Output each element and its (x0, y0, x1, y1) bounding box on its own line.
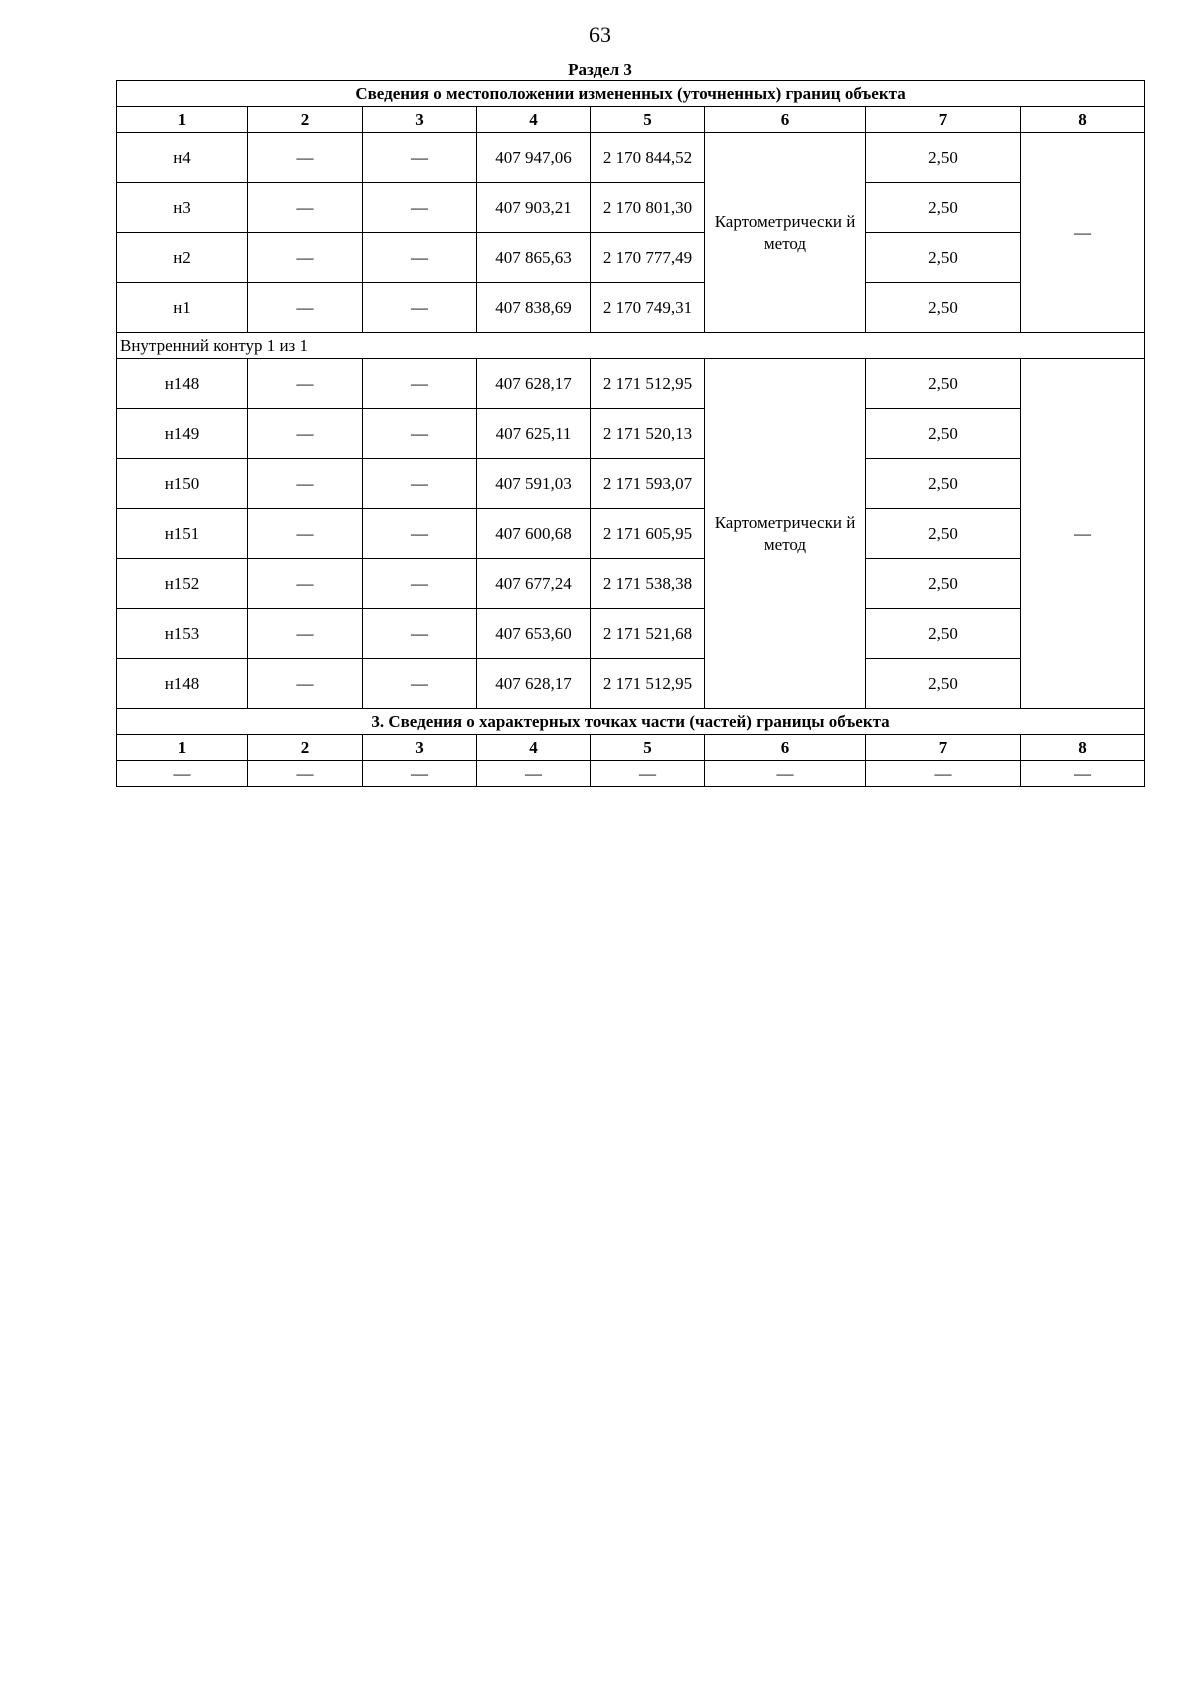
point-name: н3 (117, 183, 248, 233)
accuracy-value: 2,50 (866, 509, 1021, 559)
cell-col2: — (248, 409, 363, 459)
coordinate-y: 2 171 512,95 (591, 359, 705, 409)
cell-col3: — (363, 233, 477, 283)
coordinate-y: 2 171 512,95 (591, 659, 705, 709)
cell-col2: — (248, 283, 363, 333)
coordinate-x: 407 677,24 (477, 559, 591, 609)
coordinate-y: 2 171 521,68 (591, 609, 705, 659)
table2-title-row (117, 709, 1145, 735)
cell-col3: — (363, 659, 477, 709)
column-number: 4 (477, 735, 591, 761)
accuracy-value: 2,50 (866, 459, 1021, 509)
table-row (117, 183, 1145, 233)
column-number: 1 (117, 107, 248, 133)
point-name: н4 (117, 133, 248, 183)
accuracy-value: 2,50 (866, 409, 1021, 459)
cell-col3: — (363, 609, 477, 659)
coordinate-x: 407 838,69 (477, 283, 591, 333)
column-number: 3 (363, 735, 477, 761)
accuracy-value: 2,50 (866, 359, 1021, 409)
point-name: н149 (117, 409, 248, 459)
table-row (117, 559, 1145, 609)
table-row (117, 133, 1145, 183)
cell-col2: — (248, 459, 363, 509)
coordinate-y: 2 171 538,38 (591, 559, 705, 609)
coordinate-y: 2 170 777,49 (591, 233, 705, 283)
table1-title: Сведения о местоположении измененных (уточненных) границ объекта (117, 81, 1145, 107)
table-row (117, 283, 1145, 333)
table-row (117, 761, 1145, 787)
column-number: 1 (117, 735, 248, 761)
column-number: 3 (363, 107, 477, 133)
coordinate-x: 407 591,03 (477, 459, 591, 509)
coordinate-x: 407 903,21 (477, 183, 591, 233)
cell-col2: — (248, 359, 363, 409)
point-name: н148 (117, 359, 248, 409)
cell-col3: — (363, 133, 477, 183)
point-name: н150 (117, 459, 248, 509)
contour-row (117, 333, 1145, 359)
coordinate-y: 2 170 749,31 (591, 283, 705, 333)
column-number: 7 (866, 735, 1021, 761)
col8-cell: — (1021, 133, 1145, 333)
empty-cell: — (363, 761, 477, 787)
cell-col2: — (248, 509, 363, 559)
point-name: н151 (117, 509, 248, 559)
point-name: н152 (117, 559, 248, 609)
empty-cell: — (117, 761, 248, 787)
accuracy-value: 2,50 (866, 233, 1021, 283)
column-number: 7 (866, 107, 1021, 133)
coordinate-y: 2 170 844,52 (591, 133, 705, 183)
empty-cell: — (248, 761, 363, 787)
empty-cell: — (705, 761, 866, 787)
cell-col3: — (363, 509, 477, 559)
table1-header-row (117, 107, 1145, 133)
cell-col3: — (363, 359, 477, 409)
column-number: 8 (1021, 735, 1145, 761)
column-number: 8 (1021, 107, 1145, 133)
cell-col3: — (363, 183, 477, 233)
empty-cell: — (591, 761, 705, 787)
coordinate-x: 407 865,63 (477, 233, 591, 283)
column-number: 5 (591, 107, 705, 133)
table1-title-row (117, 81, 1145, 107)
coordinate-y: 2 171 593,07 (591, 459, 705, 509)
accuracy-value: 2,50 (866, 609, 1021, 659)
empty-cell: — (866, 761, 1021, 787)
point-name: н2 (117, 233, 248, 283)
coordinate-x: 407 625,11 (477, 409, 591, 459)
accuracy-value: 2,50 (866, 283, 1021, 333)
table-row (117, 409, 1145, 459)
cell-col3: — (363, 283, 477, 333)
table-row (117, 233, 1145, 283)
boundary-table (116, 80, 1145, 787)
cell-col3: — (363, 559, 477, 609)
coordinate-x: 407 653,60 (477, 609, 591, 659)
accuracy-value: 2,50 (866, 183, 1021, 233)
column-number: 5 (591, 735, 705, 761)
empty-cell: — (1021, 761, 1145, 787)
accuracy-value: 2,50 (866, 659, 1021, 709)
method-cell: Картометрически й метод (705, 133, 866, 333)
table2-header-row (117, 735, 1145, 761)
column-number: 2 (248, 735, 363, 761)
table-row (117, 509, 1145, 559)
cell-col3: — (363, 409, 477, 459)
table-row (117, 609, 1145, 659)
cell-col2: — (248, 609, 363, 659)
accuracy-value: 2,50 (866, 559, 1021, 609)
table-row (117, 659, 1145, 709)
accuracy-value: 2,50 (866, 133, 1021, 183)
coordinate-x: 407 628,17 (477, 659, 591, 709)
contour-label: Внутренний контур 1 из 1 (117, 333, 1145, 359)
cell-col2: — (248, 133, 363, 183)
page-number: 63 (589, 22, 611, 47)
point-name: н148 (117, 659, 248, 709)
column-number: 4 (477, 107, 591, 133)
empty-cell: — (477, 761, 591, 787)
method-cell: Картометрически й метод (705, 359, 866, 709)
coordinate-y: 2 171 520,13 (591, 409, 705, 459)
coordinate-x: 407 947,06 (477, 133, 591, 183)
cell-col2: — (248, 659, 363, 709)
point-name: н153 (117, 609, 248, 659)
column-number: 6 (705, 735, 866, 761)
coordinate-y: 2 171 605,95 (591, 509, 705, 559)
coordinate-x: 407 600,68 (477, 509, 591, 559)
column-number: 2 (248, 107, 363, 133)
cell-col2: — (248, 183, 363, 233)
table-row (117, 459, 1145, 509)
point-name: н1 (117, 283, 248, 333)
cell-col2: — (248, 559, 363, 609)
col8-cell: — (1021, 359, 1145, 709)
column-number: 6 (705, 107, 866, 133)
table2-title: 3. Сведения о характерных точках части (частей) границы объекта (117, 709, 1145, 735)
coordinate-y: 2 170 801,30 (591, 183, 705, 233)
table-row (117, 359, 1145, 409)
coordinate-x: 407 628,17 (477, 359, 591, 409)
cell-col2: — (248, 233, 363, 283)
cell-col3: — (363, 459, 477, 509)
section-title: Раздел 3 (568, 60, 632, 79)
